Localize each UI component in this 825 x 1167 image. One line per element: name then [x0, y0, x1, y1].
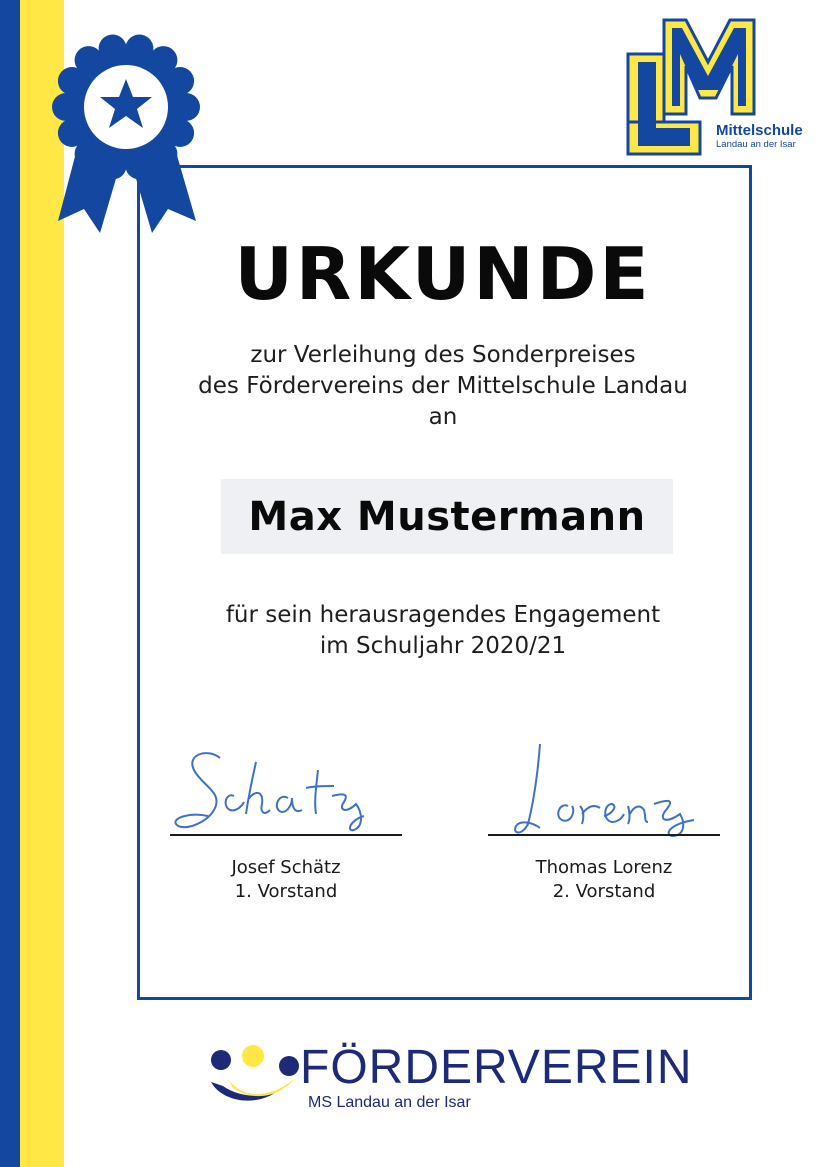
certificate-title: URKUNDE — [234, 232, 652, 316]
signer-right — [488, 856, 720, 904]
signer-name: Thomas Lorenz — [535, 857, 673, 878]
side-stripe-blue — [0, 0, 20, 1167]
school-logo-name: Mittelschule — [716, 122, 803, 139]
signer-left — [170, 856, 402, 904]
foerderverein-logo-icon — [203, 1042, 313, 1112]
school-logo-location: Landau an der Isar — [716, 139, 796, 150]
signer-name: Josef Schätz — [231, 857, 341, 878]
signature-schaetz — [168, 740, 408, 840]
reason-line: für sein herausragendes Engagement — [225, 602, 661, 628]
signature-line — [170, 834, 402, 836]
recipient-name: Max Mustermann — [248, 493, 646, 540]
reason-line: im Schuljahr 2020/21 — [319, 633, 567, 659]
signer-role: 1. Vorstand — [234, 881, 338, 902]
subtitle-line: des Fördervereins der Mittelschule Landau — [198, 373, 688, 399]
signer-role: 2. Vorstand — [552, 881, 656, 902]
award-reason — [137, 600, 749, 662]
signature-line — [488, 834, 720, 836]
foerderverein-subtitle: MS Landau an der Isar — [308, 1094, 471, 1111]
school-logo-text — [716, 123, 803, 150]
recipient-box — [221, 479, 673, 554]
signature-lorenz — [480, 740, 720, 840]
subtitle-line: an — [428, 404, 458, 430]
subtitle-line: zur Verleihung des Sonderpreises — [250, 342, 636, 368]
certificate-subtitle — [137, 340, 749, 433]
foerderverein-wordmark: FÖRDERVEREIN — [300, 1041, 693, 1094]
